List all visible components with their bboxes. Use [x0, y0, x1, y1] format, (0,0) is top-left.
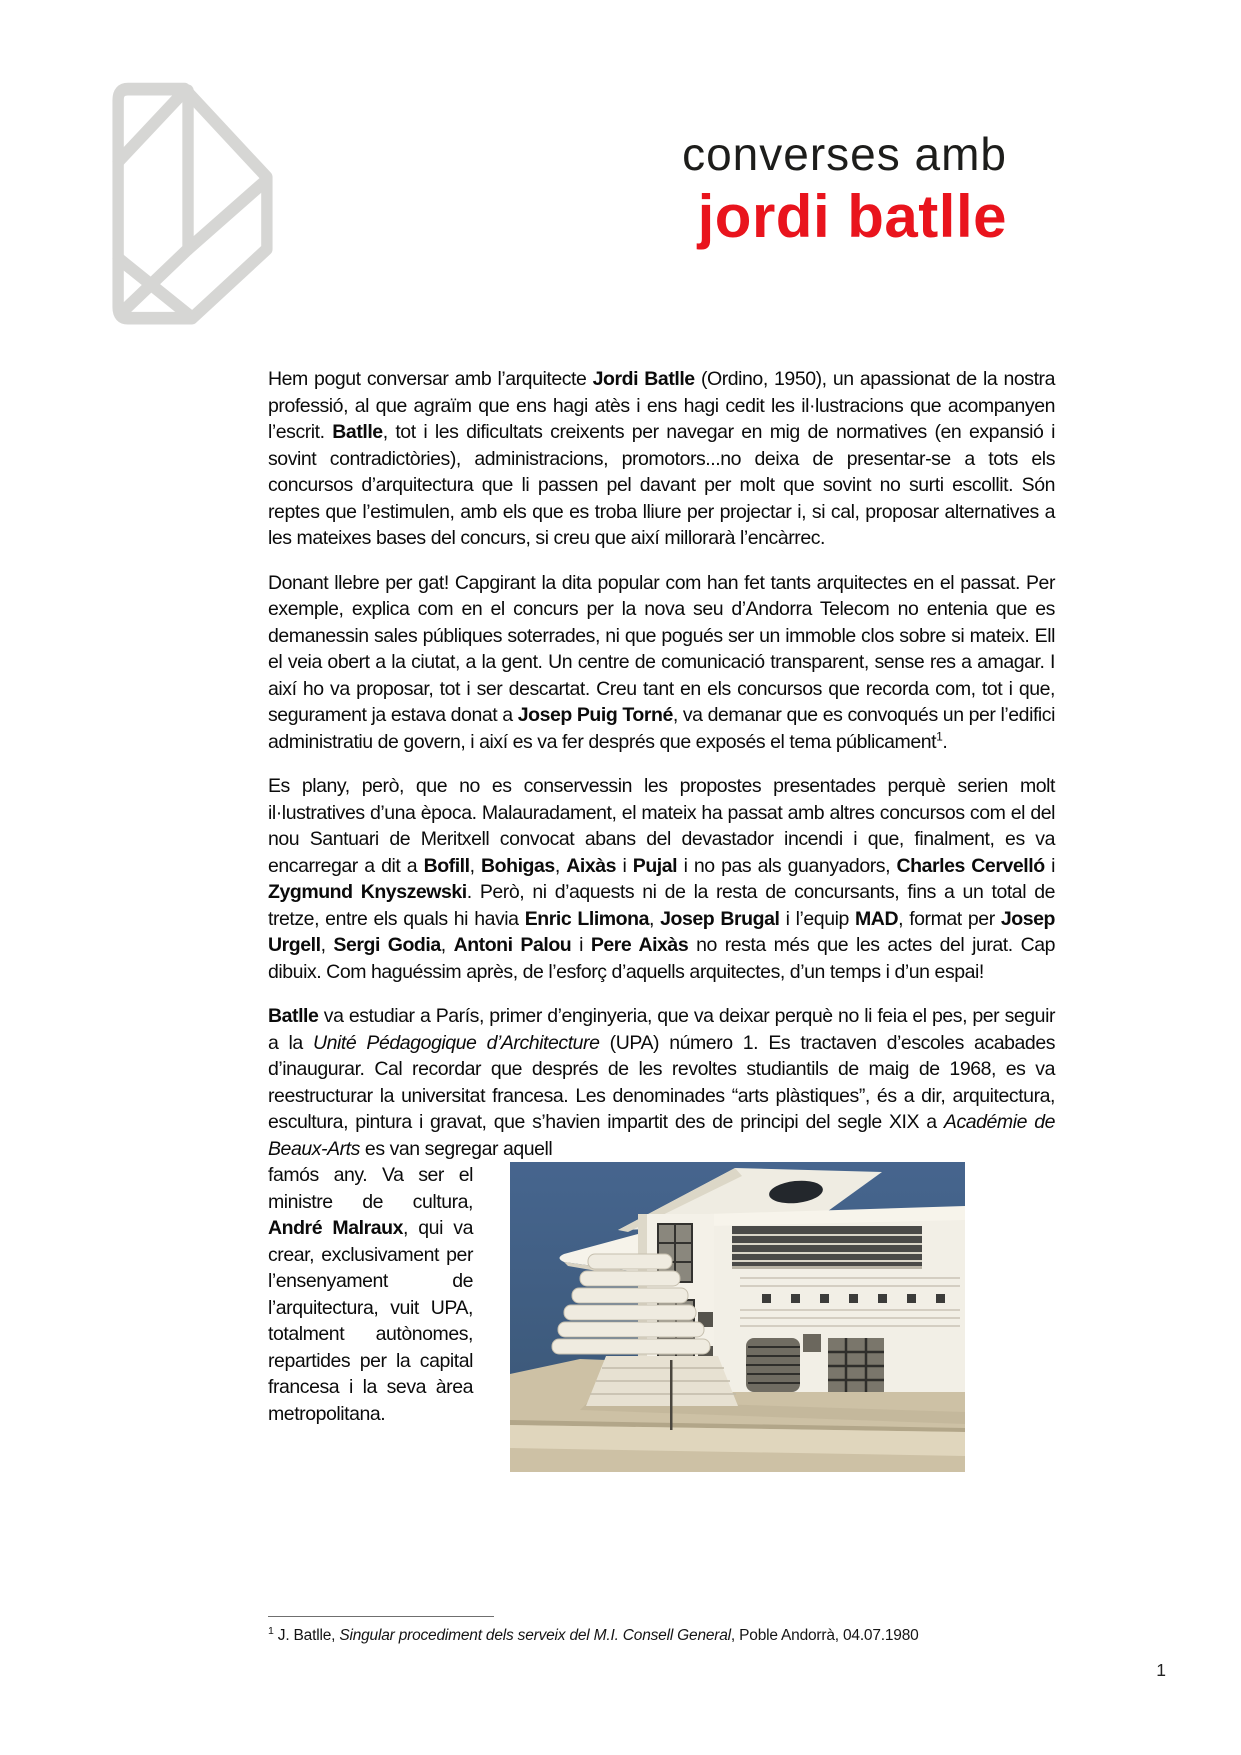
masthead-title: jordi batlle	[697, 183, 1007, 250]
masthead	[682, 128, 1007, 248]
geometric-outline-logo-icon	[110, 80, 275, 330]
masthead-subtitle: converses amb	[682, 128, 1007, 180]
paragraph-4: Batlle va estudiar a París, primer d’enginyeria, que va deixar perquè no li feia el pes, per seguir a la Unité Pédagogique d’Architecture (UPA) número 1. Es tractaven d’escoles acabades d’inaugurar. Cal recordar que després de les revoltes studiantils de maig de 1968, es va reestructurar la universitat francesa. Les denominades “arts plàstiques”, és a dir, arquitectura, escultura, pintura i gravat, que s’havien impartit des de principi del segle XIX a Académie de Beaux-Arts es van segregar aquell	[268, 1005, 1056, 1160]
model-photo	[510, 1162, 1055, 1472]
footnote-block	[268, 1616, 1118, 1646]
paragraph-1: Hem pogut conversar amb l’arquitecte Jordi Batlle (Ordino, 1950), un apassionat de la nostra professió, al que agraïm que ens hagi atès i ens hagi cedit les il·lustracions que acompanyen l’escrit. Batlle, tot i les dificultats creixents per navegar en mig de normatives (en expansió i sovint contradictòries), administracions, promotors...no deixa de presentar-se a tots els concursos d’arquitectura que li passen pel davant per molt que sovint no surti escollit. Són reptes que l’estimulen, amb els que es troba lliure per projectar i, si cal, proposar alternatives a les mateixes bases del concurs, si creu que així millorarà l’encàrrec.	[268, 368, 1055, 549]
paragraph-4-continued	[268, 1162, 1055, 1427]
paragraph-4-wrap-text: famós any. Va ser el ministre de cultura, André Malraux, qui va crear, exclusivament per l’ensenyament de l’arquitectura, vuit UPA, totalment autònomes, repartides per la capital francesa i la seva àrea metropolitana.	[268, 1164, 473, 1425]
paragraph-2: Donant llebre per gat! Capgirant la dita popular com han fet tants arquitectes en el passat. Per exemple, explica com en el concurs per la nova seu d’Andorra Telecom no entenia que es demanessin sales públiques soterrades, ni que pogués ser un immoble clos sobre si mateix. Ell el veia obert a la ciutat, a la gent. Un centre de comunicació transparent, sense res a amagar. I així ho va proposar, tot i ser descartat. Creu tant en els concursos que recorda com, tot i que, segurament ja estava donat a Josep Puig Torné, va demanar que es convoqués un per l’edifici administratiu de govern, i així es va fer després que exposés el tema públicament$^1$.	[268, 571, 1055, 753]
page-number: 1	[1156, 1660, 1166, 1680]
footnote: $^1$ J. Batlle, Singular procediment dels serveix del M.I. Consell General, Poble Andorrà, 04.07.1980	[268, 1624, 919, 1644]
paragraph-3: Es plany, però, que no es conservessin les propostes presentades perquè serien molt il·lustratives d’una època. Malauradament, el mateix ha passat amb altres concursos com el del nou Santuari de Meritxell convocat abans del devastador incendi i que, finalment, es va encarregar a dit a Bofill, Bohigas, Aixàs i Pujal i no pas als guanyadors, Charles Cervelló i Zygmund Knyszewski. Però, ni d’aquests ni de la resta de concursants, fins a un total de tretze, entre els quals hi havia Enric Llimona, Josep Brugal i l’equip MAD, format per Josep Urgell, Sergi Godia, Antoni Palou i Pere Aixàs no resta més que les actes del jurat. Cap dibuix. Com haguéssim après, de l’esforç d’aquells arquitectes, d’un temps i d’un espai!	[268, 775, 1056, 983]
footnote-divider	[268, 1616, 494, 1617]
article-body	[268, 366, 1055, 1472]
publisher-logo	[110, 80, 275, 335]
